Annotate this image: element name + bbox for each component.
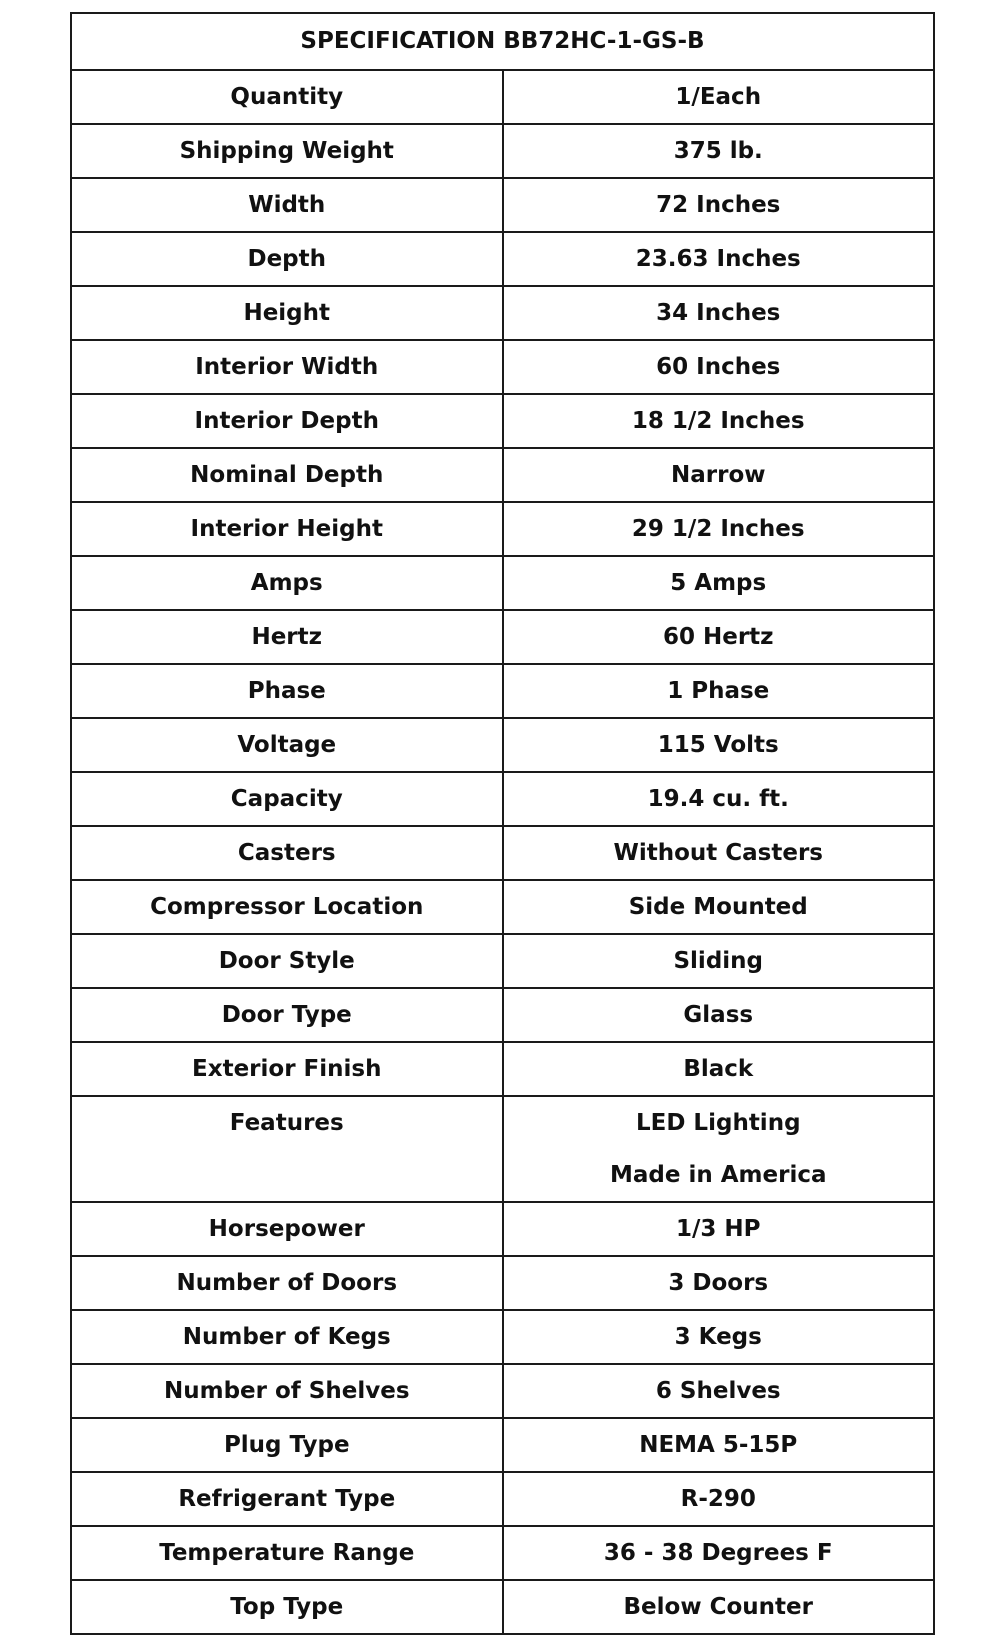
- spec-value-line: 34 Inches: [656, 300, 781, 326]
- spec-row: [71, 1310, 934, 1364]
- spec-label: Width: [71, 178, 503, 232]
- spec-value: [503, 232, 935, 286]
- spec-value: [503, 718, 935, 772]
- spec-row: [71, 772, 934, 826]
- spec-row: [71, 286, 934, 340]
- spec-value: [503, 664, 935, 718]
- spec-value-line: 60 Hertz: [662, 624, 774, 650]
- spec-row: [71, 1042, 934, 1096]
- spec-value: [503, 1202, 935, 1256]
- spec-row: [71, 664, 934, 718]
- spec-value-line: 19.4 cu. ft.: [647, 786, 789, 812]
- spec-value-line: 375 lb.: [673, 138, 763, 164]
- spec-row: [71, 826, 934, 880]
- spec-label: Temperature Range: [71, 1526, 503, 1580]
- spec-row: [71, 988, 934, 1042]
- spec-label: Nominal Depth: [71, 448, 503, 502]
- spec-value-line: 1 Phase: [667, 678, 770, 704]
- spec-value-line: 23.63 Inches: [635, 246, 801, 272]
- spec-value-line: Black: [683, 1056, 754, 1082]
- spec-value-line: 5 Amps: [670, 570, 767, 596]
- spec-label: Compressor Location: [71, 880, 503, 934]
- spec-label: Height: [71, 286, 503, 340]
- spec-value-line: 3 Kegs: [674, 1324, 762, 1350]
- spec-row: [71, 1418, 934, 1472]
- spec-value-line: Below Counter: [623, 1594, 813, 1620]
- spec-value: [503, 394, 935, 448]
- spec-value-line: 115 Volts: [657, 732, 779, 758]
- spec-row: [71, 1096, 934, 1202]
- spec-row: [71, 1526, 934, 1580]
- spec-label: Shipping Weight: [71, 124, 503, 178]
- spec-value: [503, 1042, 935, 1096]
- spec-value-line: NEMA 5-15P: [639, 1432, 798, 1458]
- spec-label: Number of Shelves: [71, 1364, 503, 1418]
- spec-label: Number of Kegs: [71, 1310, 503, 1364]
- spec-value: [503, 556, 935, 610]
- spec-value: [503, 502, 935, 556]
- spec-value-line: 1/Each: [675, 84, 762, 110]
- spec-value-line: 3 Doors: [668, 1270, 769, 1296]
- spec-row: [71, 718, 934, 772]
- spec-value-line: 60 Inches: [656, 354, 781, 380]
- spec-value-line: 18 1/2 Inches: [631, 408, 805, 434]
- spec-value-line: 29 1/2 Inches: [631, 516, 805, 542]
- spec-label: Horsepower: [71, 1202, 503, 1256]
- spec-value: [503, 880, 935, 934]
- spec-value: [503, 286, 935, 340]
- spec-label: Phase: [71, 664, 503, 718]
- spec-value-line: Without Casters: [613, 840, 823, 866]
- spec-value-line: Narrow: [670, 462, 766, 488]
- spec-value: [503, 772, 935, 826]
- spec-value: [503, 1256, 935, 1310]
- spec-row: [71, 1364, 934, 1418]
- spec-value: [503, 1310, 935, 1364]
- spec-value: [503, 448, 935, 502]
- specification-table-body: [71, 13, 934, 1634]
- spec-row: [71, 124, 934, 178]
- spec-label: Quantity: [71, 70, 503, 124]
- spec-value: [503, 1418, 935, 1472]
- spec-label: Door Type: [71, 988, 503, 1042]
- spec-row: [71, 178, 934, 232]
- spec-value: [503, 610, 935, 664]
- spec-label: Refrigerant Type: [71, 1472, 503, 1526]
- spec-label: Hertz: [71, 610, 503, 664]
- spec-value-line: Glass: [683, 1002, 754, 1028]
- spec-value: [503, 826, 935, 880]
- spec-value-line: 72 Inches: [656, 192, 781, 218]
- spec-row: [71, 1202, 934, 1256]
- spec-row: [71, 880, 934, 934]
- spec-label: Interior Width: [71, 340, 503, 394]
- spec-value: [503, 1472, 935, 1526]
- spec-row: [71, 1580, 934, 1634]
- spec-row: [71, 502, 934, 556]
- spec-value: [503, 340, 935, 394]
- spec-row: [71, 934, 934, 988]
- spec-value-line: Made in America: [610, 1162, 827, 1188]
- spec-row: [71, 556, 934, 610]
- spec-label: Exterior Finish: [71, 1042, 503, 1096]
- spec-label: Top Type: [71, 1580, 503, 1634]
- spec-value-line: R-290: [680, 1486, 756, 1512]
- spec-row: [71, 340, 934, 394]
- spec-row: [71, 70, 934, 124]
- spec-value: [503, 1580, 935, 1634]
- spec-value: [503, 1526, 935, 1580]
- spec-value: [503, 988, 935, 1042]
- spec-label: Capacity: [71, 772, 503, 826]
- spec-value: [503, 934, 935, 988]
- spec-value-line: LED Lighting: [635, 1110, 801, 1136]
- title-row: [71, 13, 934, 70]
- spec-row: [71, 394, 934, 448]
- spec-label: Voltage: [71, 718, 503, 772]
- spec-value: [503, 1364, 935, 1418]
- spec-label: Number of Doors: [71, 1256, 503, 1310]
- spec-label: Interior Depth: [71, 394, 503, 448]
- spec-value: [503, 124, 935, 178]
- spec-value-line: 1/3 HP: [675, 1216, 761, 1242]
- spec-value-line: 6 Shelves: [655, 1378, 781, 1404]
- spec-label: Depth: [71, 232, 503, 286]
- spec-row: [71, 610, 934, 664]
- spec-label: Amps: [71, 556, 503, 610]
- spec-row: [71, 1256, 934, 1310]
- spec-value: [503, 178, 935, 232]
- spec-value-line: Sliding: [673, 948, 764, 974]
- specification-table: [70, 12, 935, 1635]
- spec-label: Plug Type: [71, 1418, 503, 1472]
- spec-value-line: Side Mounted: [628, 894, 808, 920]
- spec-row: [71, 1472, 934, 1526]
- spec-label: Interior Height: [71, 502, 503, 556]
- spec-label: Door Style: [71, 934, 503, 988]
- table-title: SPECIFICATION BB72HC-1-GS-B: [71, 13, 934, 70]
- spec-row: [71, 448, 934, 502]
- spec-value: [503, 70, 935, 124]
- spec-label: Features: [71, 1096, 503, 1202]
- spec-value-line: 36 - 38 Degrees F: [603, 1540, 833, 1566]
- spec-value: [503, 1096, 935, 1202]
- spec-row: [71, 232, 934, 286]
- spec-label: Casters: [71, 826, 503, 880]
